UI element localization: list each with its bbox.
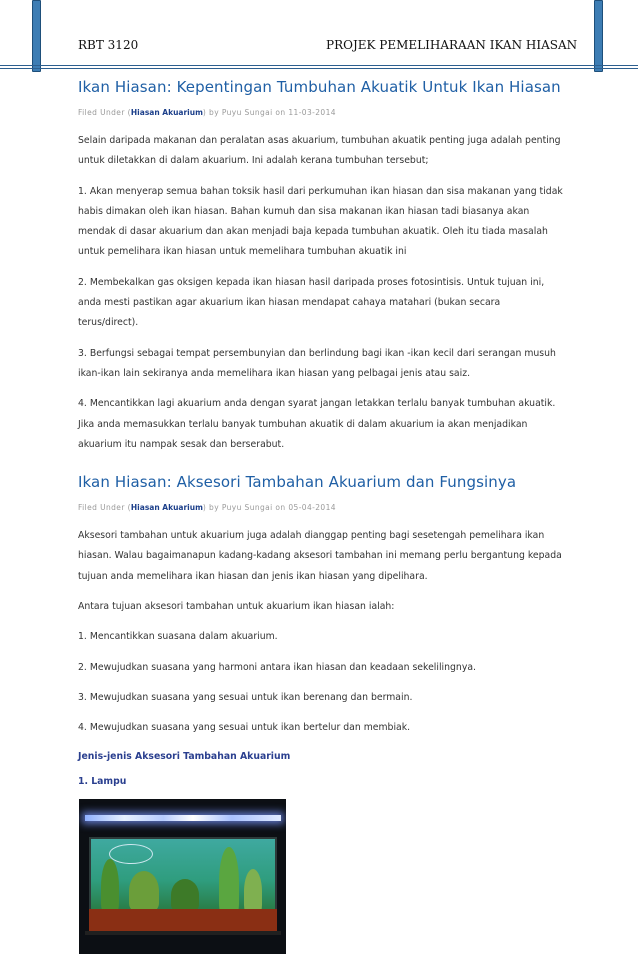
aquarium-lamp-photo [79, 799, 286, 954]
article-meta [78, 503, 563, 512]
article-accessories [78, 473, 563, 953]
plant [219, 847, 239, 917]
meta-suffix: ) by Puyu Sungai on 11-03-2014 [202, 108, 336, 117]
paragraph: 1. Akan menyerap semua bahan toksik hasil dari perkumuhan ikan hiasan dan sisa makanan yang tidak habis dimakan oleh ikan hiasan. Bahan kumuh dan sisa makanan ikan hiasan tadi biasanya akan mendak di dasar akuarium dan akan menjadi baja kepada tumbuhan akuatik. Oleh itu tiada masalah untuk pemelihara ikan hiasan untuk memelihara tumbuhan akuatik ini [78, 185, 563, 258]
meta-suffix: ) by Puyu Sungai on 05-04-2014 [202, 503, 336, 513]
item-heading-lampu: 1. Lampu [78, 775, 127, 787]
plant [171, 879, 199, 911]
aquarium-stand [85, 931, 281, 935]
article-title[interactable]: Ikan Hiasan: Kepentingan Tumbuhan Akuatik Untuk Ikan Hiasan [78, 78, 561, 96]
article-meta [78, 108, 563, 117]
header-course-code: RBT 3120 [78, 38, 139, 52]
aquarium-gravel [89, 909, 277, 931]
plant [101, 859, 119, 914]
paragraph: Selain daripada makanan dan peralatan asas akuarium, tumbuhan akuatik penting juga adalah penting untuk diletakkan di dalam akuarium. Ini adalah kerana tumbuhan tersebut; [78, 135, 561, 167]
paragraph: 1. Mencantikkan suasana dalam akuarium. [78, 631, 278, 643]
article-aquatic-plants [78, 78, 563, 455]
section-subheading: Jenis-jenis Aksesori Tambahan Akuarium [78, 750, 291, 762]
paragraph: 2. Membekalkan gas oksigen kepada ikan hiasan hasil daripada proses fotosintisis. Untuk tujuan ini, anda mesti pastikan agar akuarium ikan hiasan mendapat cahaya matahari (bukan secara terus/direct). [78, 276, 545, 329]
header-rule-top [0, 65, 638, 66]
category-link[interactable]: Hiasan Akuarium [130, 503, 203, 513]
paragraph: 2. Mewujudkan suasana yang harmoni antara ikan hiasan dan keadaan sekelilingnya. [78, 661, 476, 673]
paragraph: Antara tujuan aksesori tambahan untuk akuarium ikan hiasan ialah: [78, 601, 395, 613]
plant [129, 871, 159, 911]
aquarium-lamp [85, 815, 281, 821]
header-left-bar [32, 0, 41, 72]
header-project-title: PROJEK PEMELIHARAAN IKAN HIASAN [326, 38, 578, 52]
air-tube [109, 844, 153, 864]
category-link[interactable]: Hiasan Akuarium [130, 108, 203, 117]
paragraph: Aksesori tambahan untuk akuarium juga adalah dianggap penting bagi sesetengah pemelihara ikan hiasan. Walau bagaimanapun kadang-kadang aksesori tambahan ini memang perlu bergantung kepada tujuan anda memelihara ikan hiasan dan jenis ikan hiasan yang dipelihara. [78, 530, 562, 582]
meta-prefix: Filed Under ( [78, 503, 131, 513]
paragraph: 4. Mewujudkan suasana yang sesuai untuk ikan bertelur dan membiak. [78, 722, 411, 734]
header-rule-bottom [0, 68, 638, 69]
meta-prefix: Filed Under ( [78, 108, 131, 117]
main-content [78, 78, 563, 954]
header-right-bar [594, 0, 603, 72]
paragraph: 3. Berfungsi sebagai tempat persembunyian dan berlindung bagi ikan -ikan kecil dari serangan musuh ikan-ikan lain sekiranya anda memelihara ikan hiasan yang pelbagai jenis atau saiz. [78, 347, 556, 379]
paragraph: 4. Mencantikkan lagi akuarium anda dengan syarat jangan letakkan terlalu banyak tumbuhan akuatik. Jika anda memasukkan terlalu banyak tumbuhan akuatik di dalam akuarium ia akan menjadikan akuarium itu nampak sesak dan berserabut. [78, 398, 556, 450]
paragraph: 3. Mewujudkan suasana yang sesuai untuk ikan berenang dan bermain. [78, 691, 413, 703]
article-title[interactable]: Ikan Hiasan: Aksesori Tambahan Akuarium dan Fungsinya [78, 473, 517, 492]
plant [244, 869, 262, 914]
